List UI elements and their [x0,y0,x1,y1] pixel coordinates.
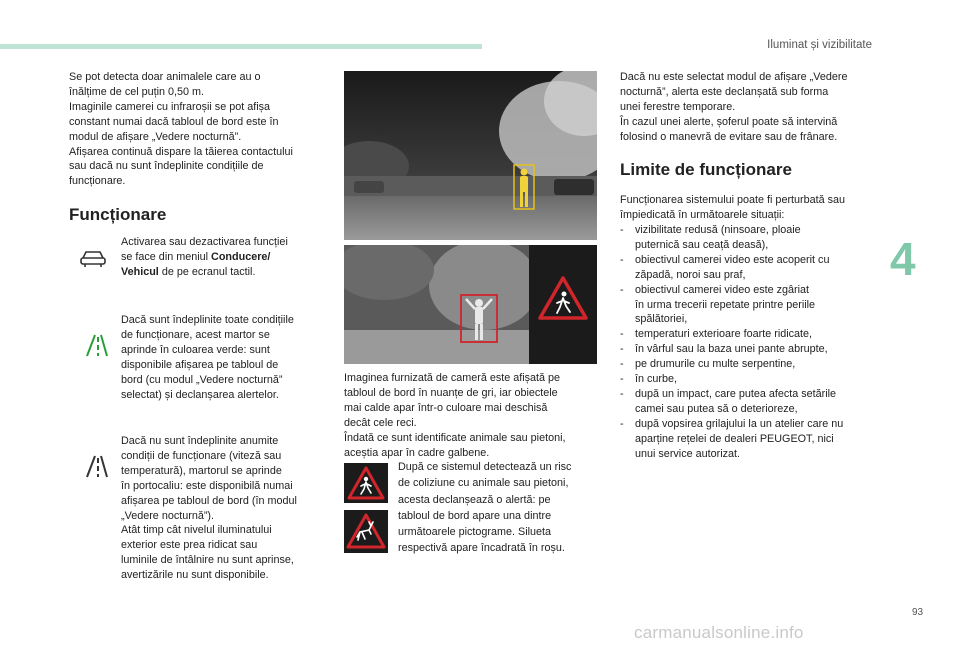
text-line: sau dacă nu sunt îndeplinite condițiile de [69,160,264,173]
text-line: Activarea sau dezactivarea funcției [121,236,288,248]
limits-list [620,223,882,462]
text-line: tabloul de bord în nuanțe de gri, iar obiectele [344,386,558,399]
heading-functionare: Funcționare [69,205,167,224]
list-item-line: obiectivul camerei video este acoperit cu [635,253,830,266]
text-span: de pe ecranul tactil. [161,265,256,278]
text-line: constant numai dacă tabloul de bord este în [69,115,279,128]
deer-warning-icon [344,510,388,553]
text-line: avertizările nu sunt disponibile. [121,569,269,582]
text-line: modul de afișare „Vedere nocturnă”. [69,130,242,143]
list-bullet: - [620,417,624,430]
item-orange-indicator [121,434,336,583]
list-item-line: temperaturi exterioare foarte ridicate, [635,328,813,341]
heading-limite: Limite de funcționare [620,160,792,179]
text-line: mai calde apar într-o culoare mai deschisă [344,401,548,414]
list-item-line: spălătoriei, [635,313,688,326]
text-line: de coliziune cu animale sau pietoni, [398,477,569,490]
text-line: După ce sistemul detectează un risc [398,461,572,473]
list-bullet: - [620,358,624,371]
night-vision-photo-pedestrian [344,71,597,240]
list-item [620,342,882,357]
list-bullet: - [620,387,624,400]
night-vision-green-icon [75,323,109,357]
list-bullet: - [620,328,624,341]
col1-intro [69,70,334,189]
list-item-line: puternică sau ceață deasă), [635,238,769,251]
list-bullet: - [620,253,624,266]
list-bullet: - [620,283,624,296]
item-green-indicator [121,313,336,402]
camera-caption [344,371,600,460]
text-line: temperatură), martorul se aprinde [121,464,282,477]
pedestrian-warning-icon [344,463,388,503]
list-item [620,253,882,283]
text-line: tabloul de bord apare una dintre [398,509,552,522]
list-item-line: obiectivul camerei video este zgâriat [635,283,810,296]
list-item [620,283,882,328]
menu-name: Vehicul [121,265,159,278]
text-line: „Vedere nocturnă”). [121,509,215,522]
text-line: Atât timp cât nivelul iluminatului [121,524,272,537]
list-item [620,357,882,372]
text-line: Se pot detecta doar animalele care au o [69,71,261,83]
list-item-line: vizibilitate redusă (ninsoare, ploaie [635,224,801,236]
text-line: selectat) și declanșarea alertelor. [121,388,279,401]
text-line: înălțime de cel puțin 0,50 m. [69,85,205,98]
car-icon [79,249,107,269]
text-line: condiții de funcționare (viteză sau [121,449,282,462]
list-item-line: pe drumurile cu multe serpentine, [635,358,796,371]
text-line: exterior este prea ridicat sau [121,539,258,552]
text-line: aprinde în culoarea verde: sunt [121,343,270,356]
text-span: se face din meniul [121,250,209,263]
text-line: în portocaliu: este disponibilă numai [121,479,293,492]
text-line: În cazul unei alerte, șoferul poate să intervină [620,115,838,128]
text-line: împiedicată în următoarele situații: [620,208,785,221]
text-line: funcționare. [69,175,126,188]
text-line: respectivă apare încadrată în roșu. [398,542,565,555]
list-item-line: unui service autorizat. [635,447,741,460]
list-item-line: aparține rețelei de dealeri PEUGEOT, nici [635,432,834,445]
night-vision-orange-icon [75,444,109,478]
list-item [620,417,882,462]
text-line: Imaginile camerei cu infraroșii se pot afișa [69,100,271,113]
list-item-line: după vopsirea grilajului la un atelier care nu [635,417,844,430]
chapter-number: 4 [890,233,916,285]
text-line: decât cele reci. [344,416,417,429]
list-item-line: camei sau putea să o deterioreze, [635,402,798,415]
text-line: de funcționare, acest martor se [121,328,270,341]
text-line: disponibile afișarea pe tabloul de [121,358,279,371]
text-line: bord (cu modul „Vedere nocturnă” [121,373,283,386]
watermark: carmanualsonline.info [634,623,804,642]
night-vision-photo-alert [344,245,597,364]
list-item [620,387,882,417]
limits-ul [620,223,882,462]
text-line: Afișarea continuă dispare la tăierea contactului [69,145,293,158]
text-line: aceștia apar în cadre galbene. [344,446,490,459]
text-line: Imaginea furnizată de cameră este afișată pe [344,372,561,384]
list-bullet: - [620,224,624,236]
limits-lead [620,193,882,223]
list-item-line: după un impact, care putea afecta setările [635,387,837,400]
item-activation [121,235,336,280]
list-bullet: - [620,343,624,356]
list-item-line: în urma trecerii repetate printre periile [635,298,816,311]
page-number: 93 [912,607,924,618]
text-line: nocturnă”, alerta este declanșată sub forma [620,85,829,98]
list-item [620,223,882,253]
list-item [620,327,882,342]
list-item-line: zăpadă, noroi sau praf, [635,268,746,281]
list-bullet: - [620,373,624,386]
list-item-line: în curbe, [635,373,678,386]
text-line: acesta declanșează o alertă: pe [398,493,551,506]
text-line: Îndată ce sunt identificate animale sau pietoni, [344,431,566,444]
text-line: afișarea pe tabloul de bord (în modul [121,494,297,507]
col3-intro [620,70,882,145]
text-line: Funcționarea sistemului poate fi perturbată sau [620,194,846,206]
text-line: unei ferestre temporare. [620,100,736,113]
header-accent-bar [0,44,482,49]
list-item-line: în vârful sau la baza unei pante abrupte, [635,343,828,356]
menu-name: Conducere/ [211,250,271,263]
text-line: Dacă nu sunt îndeplinite anumite [121,435,279,447]
section-title: Iluminat și vizibilitate [767,39,872,51]
text-line: Dacă nu este selectat modul de afișare „Vedere [620,71,848,83]
text-line: luminile de întâlnire nu sunt aprinse, [121,554,294,567]
text-line: Dacă sunt îndeplinite toate condițiile [121,314,294,326]
alert-text [398,459,603,557]
text-line: următoarele pictograme. Silueta [398,526,552,539]
text-line: folosind o manevră de evitare sau de frânare. [620,130,838,143]
list-item [620,372,882,387]
